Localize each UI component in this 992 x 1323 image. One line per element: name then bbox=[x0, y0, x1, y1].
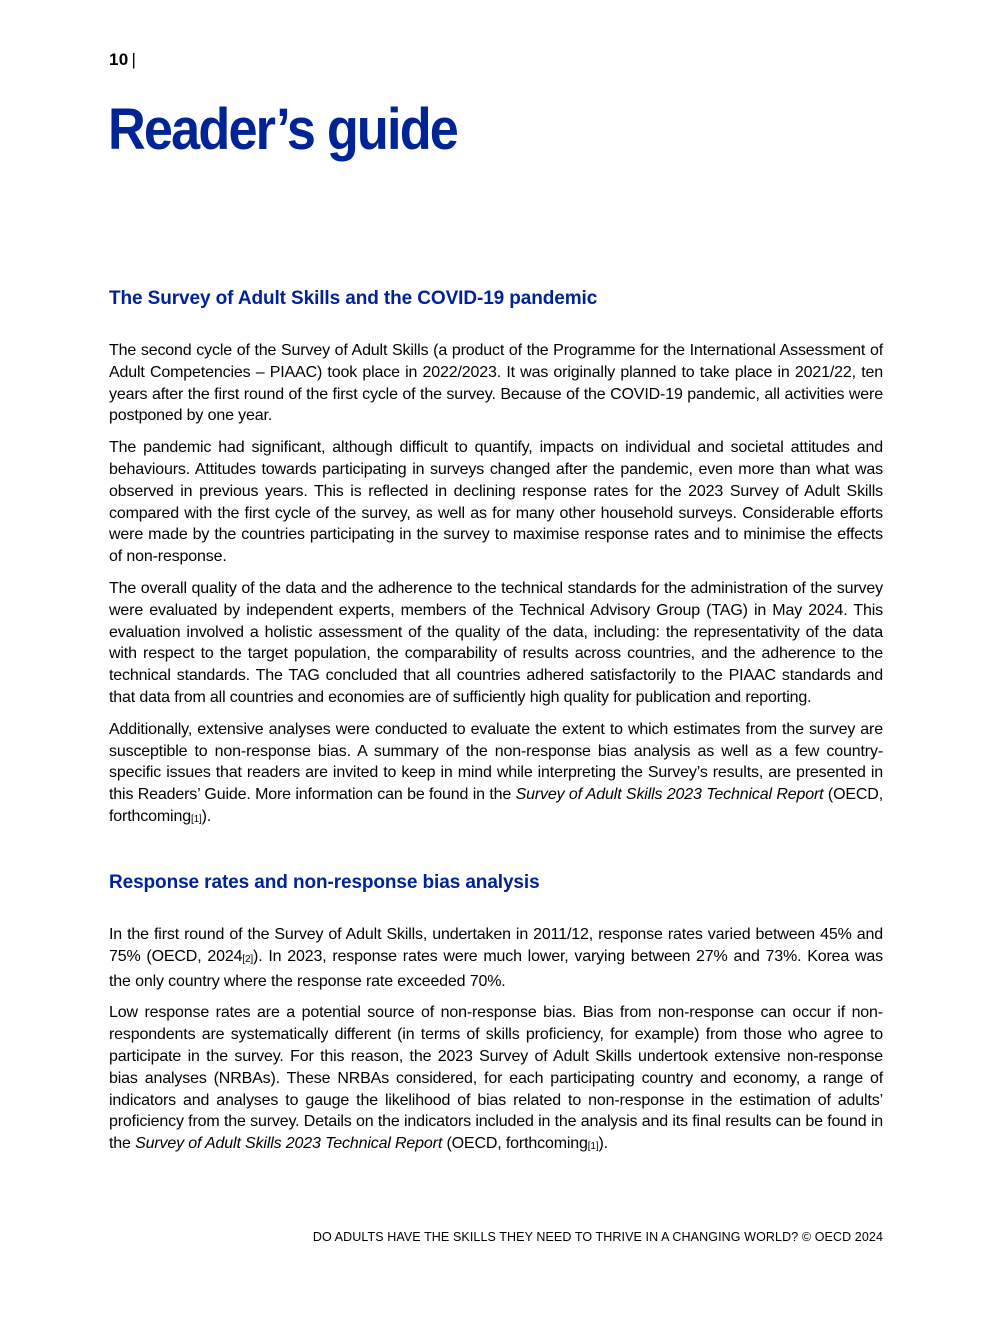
reference-marker[interactable]: [2] bbox=[242, 953, 254, 965]
report-title-italic: Survey of Adult Skills 2023 Technical Report bbox=[515, 786, 824, 804]
reference-marker[interactable]: [1] bbox=[190, 813, 202, 825]
paragraph-text: ). bbox=[201, 807, 212, 825]
paragraph-text: (OECD, forthcoming bbox=[109, 786, 883, 825]
section-covid bbox=[109, 288, 883, 841]
reference-marker[interactable]: [1] bbox=[587, 1141, 599, 1153]
paragraph-text: (OECD, forthcoming bbox=[442, 1135, 588, 1153]
paragraph-text: ). bbox=[598, 1135, 608, 1153]
chapter-title: Reader’s guide bbox=[108, 97, 458, 162]
paragraph: The overall quality of the data and the adherence to the technical standards for the administration of the survey were evaluated by independent experts, members of the Technical Advisory Group (TAG) in May 2024. This evaluation involved a holistic assessment of the quality of the data, including: the representativity of the data with respect to the target population, the comparability of results across countries, and the adherence to the technical standards. The TAG concluded that all countries adhered satisfactorily to the PIAAC standards and that data from all countries and economies are of sufficiently high quality for publication and reporting. bbox=[109, 579, 883, 706]
paragraph-text: Low response rates are a potential source of non-response bias. Bias from non-response can occur if non-respondents are systematically different (in terms of skills proficiency, for example) from those who agree to participate in the survey. For this reason, the 2023 Survey of Adult Skills undertook extensive non-response bias analyses (NRBAs). These NRBAs considered, for each participating country and economy, a range of indicators and analyses to gauge the likelihood of bias related to non-response in the estimation of adults’ proficiency from the survey. Details on the indicators included in the analysis and its final results can be found in the bbox=[109, 1004, 883, 1153]
paragraph-text: Additionally, extensive analyses were conducted to evaluate the extent to which estimates from the survey are susceptible to non-response bias. A summary of the non-response bias analysis as well as a few country-specific issues that readers are invited to keep in mind while interpreting the Survey’s results, are presented in this Readers’ Guide. More information can be found in the bbox=[109, 720, 883, 804]
page-number-separator: | bbox=[131, 50, 137, 69]
paragraph bbox=[109, 924, 883, 992]
page-footer: DO ADULTS HAVE THE SKILLS THEY NEED TO THRIVE IN A CHANGING WORLD? © OECD 2024 bbox=[312, 1230, 883, 1244]
paragraph-text: ). In 2023, response rates were much lower, varying between 27% and 73%. Korea was the only country where the response rate exceeded 70%. bbox=[109, 947, 883, 990]
paragraph-text: In the first round of the Survey of Adult Skills, undertaken in 2011/12, response rates varied between 45% and 75% (OECD, 2024 bbox=[109, 926, 883, 965]
section-response-rates bbox=[109, 872, 883, 1168]
section-heading: The Survey of Adult Skills and the COVID-19 pandemic bbox=[109, 288, 598, 309]
report-title-italic: Survey of Adult Skills 2023 Technical Report bbox=[135, 1135, 443, 1153]
paragraph: The second cycle of the Survey of Adult Skills (a product of the Programme for the International Assessment of Adult Competencies – PIAAC) took place in 2022/2023. It was originally planned to take place in 2021/22, ten years after the first round of the first cycle of the survey. Because of the COVID-19 pandemic, all activities were postponed by one year. bbox=[109, 342, 883, 425]
page-number bbox=[109, 50, 136, 70]
paragraph bbox=[109, 719, 883, 831]
section-heading: Response rates and non-response bias analysis bbox=[109, 872, 540, 893]
paragraph bbox=[109, 1002, 883, 1158]
page-number-value: 10 bbox=[109, 50, 129, 69]
paragraph: The pandemic had significant, although difficult to quantify, impacts on individual and societal attitudes and behaviours. Attitudes towards participating in surveys changed after the pandemic, even more than what was observed in previous years. This is reflected in declining response rates for the 2023 Survey of Adult Skills compared with the first cycle of the survey, as well as for many other household surveys. Considerable efforts were made by the countries participating in the survey to maximise response rates and to minimise the effects of non-response. bbox=[109, 439, 883, 566]
